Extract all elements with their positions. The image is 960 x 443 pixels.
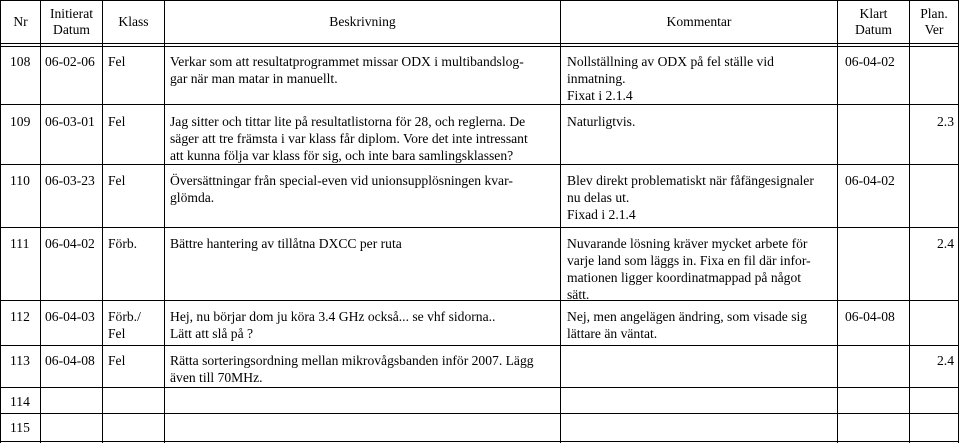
grid-line <box>0 387 959 388</box>
header-initierat: Initierat <box>49 6 94 21</box>
header-nr: Nr <box>13 14 28 29</box>
grid-line <box>164 0 165 443</box>
row-108-date: 06-02-06 <box>45 54 95 69</box>
grid-line <box>0 0 959 1</box>
row-108-klart: 06-04-02 <box>845 54 895 69</box>
grid-line <box>0 300 959 301</box>
grid-line <box>837 0 838 443</box>
grid-line <box>909 0 910 443</box>
grid-line <box>0 227 959 228</box>
row-113-nr: 113 <box>10 353 30 368</box>
header-klass: Klass <box>118 14 149 29</box>
row-110-nr: 110 <box>10 173 30 188</box>
grid-line <box>958 0 959 443</box>
row-109-klass: Fel <box>108 114 126 129</box>
row-111-date: 06-04-02 <box>45 236 95 251</box>
grid-line <box>560 0 561 443</box>
grid-line <box>0 0 1 443</box>
grid-line <box>40 0 41 443</box>
row-110-date: 06-03-23 <box>45 173 95 188</box>
header-initierat-datum <box>41 6 102 38</box>
header-beskrivning: Beskrivning <box>329 14 396 29</box>
header-klart: Klart <box>859 6 888 21</box>
row-109-beskrivning: Jag sitter och tittar lite på resultatlistorna för 28, och reglerna. De säger att tre främsta i var klass får diplom. Vore det inte intressant att kunna följa var klass för sig, och inte bara samlingsklassen? <box>170 114 528 163</box>
header-ver: Ver <box>924 22 944 37</box>
row-114-nr: 114 <box>10 394 30 409</box>
grid-line <box>0 164 959 165</box>
grid-line <box>0 413 959 414</box>
header-rule <box>0 43 959 44</box>
row-110-klart: 06-04-02 <box>845 173 895 188</box>
header-datum: Datum <box>53 22 90 37</box>
row-110-klass: Fel <box>108 173 126 188</box>
grid-line <box>0 345 959 346</box>
grid-line <box>102 0 103 443</box>
row-109-date: 06-03-01 <box>45 114 95 129</box>
row-108-kommentar: Nollställning av ODX på fel ställe vid inmatning. Fixat i 2.1.4 <box>567 54 774 103</box>
row-112-klart: 06-04-08 <box>845 309 895 324</box>
row-111-klass: Förb. <box>108 236 138 251</box>
row-113-beskrivning: Rätta sorteringsordning mellan mikrovågsbanden inför 2007. Lägg även till 70MHz. <box>170 353 534 385</box>
header-rule <box>0 46 959 47</box>
row-112-nr: 112 <box>10 309 30 324</box>
header-kommentar: Kommentar <box>666 14 732 29</box>
row-111-plan-ver: 2.4 <box>937 236 954 251</box>
row-115-nr: 115 <box>10 420 30 435</box>
row-112-kommentar: Nej, men angelägen ändring, som visade sig lättare än väntat. <box>567 309 808 341</box>
row-112-date: 06-04-03 <box>45 309 95 324</box>
grid-line <box>0 441 959 442</box>
row-108-klass: Fel <box>108 54 126 69</box>
row-113-plan-ver: 2.4 <box>937 353 954 368</box>
row-111-nr: 111 <box>10 236 30 251</box>
row-111-beskrivning: Bättre hantering av tillåtna DXCC per ruta <box>170 236 402 251</box>
row-109-plan-ver: 2.3 <box>937 114 954 129</box>
header-klart-datum <box>838 6 909 38</box>
header-klart-datum-label: Datum <box>855 22 892 37</box>
row-109-kommentar: Naturligtvis. <box>567 114 636 129</box>
row-108-beskrivning: Verkar som att resultatprogrammet missar ODX i multibandslog- gar när man matar in manuellt. <box>170 54 524 86</box>
row-109-nr: 109 <box>10 114 31 129</box>
header-plan-ver <box>910 6 958 38</box>
row-110-kommentar: Blev direkt problematiskt när fåfängesignaler nu delas ut. Fixad i 2.1.4 <box>567 173 814 222</box>
row-112-klass: Förb./ Fel <box>108 309 141 341</box>
row-113-klass: Fel <box>108 353 126 368</box>
row-108-nr: 108 <box>10 54 31 69</box>
row-110-beskrivning: Översättningar från special-even vid unionsupplösningen kvar- glömda. <box>170 173 513 205</box>
row-111-kommentar: Nuvarande lösning kräver mycket arbete för varje land som läggs in. Fixa en fil där infor- mationen ligger koordinatmappad på något sätt. <box>567 236 811 302</box>
row-112-beskrivning: Hej, nu börjar dom ju köra 3.4 GHz också... se vhf sidorna.. Lätt att slå på ? <box>170 309 496 341</box>
grid-line <box>0 104 959 105</box>
header-plan: Plan. <box>920 6 948 21</box>
row-113-date: 06-04-08 <box>45 353 95 368</box>
